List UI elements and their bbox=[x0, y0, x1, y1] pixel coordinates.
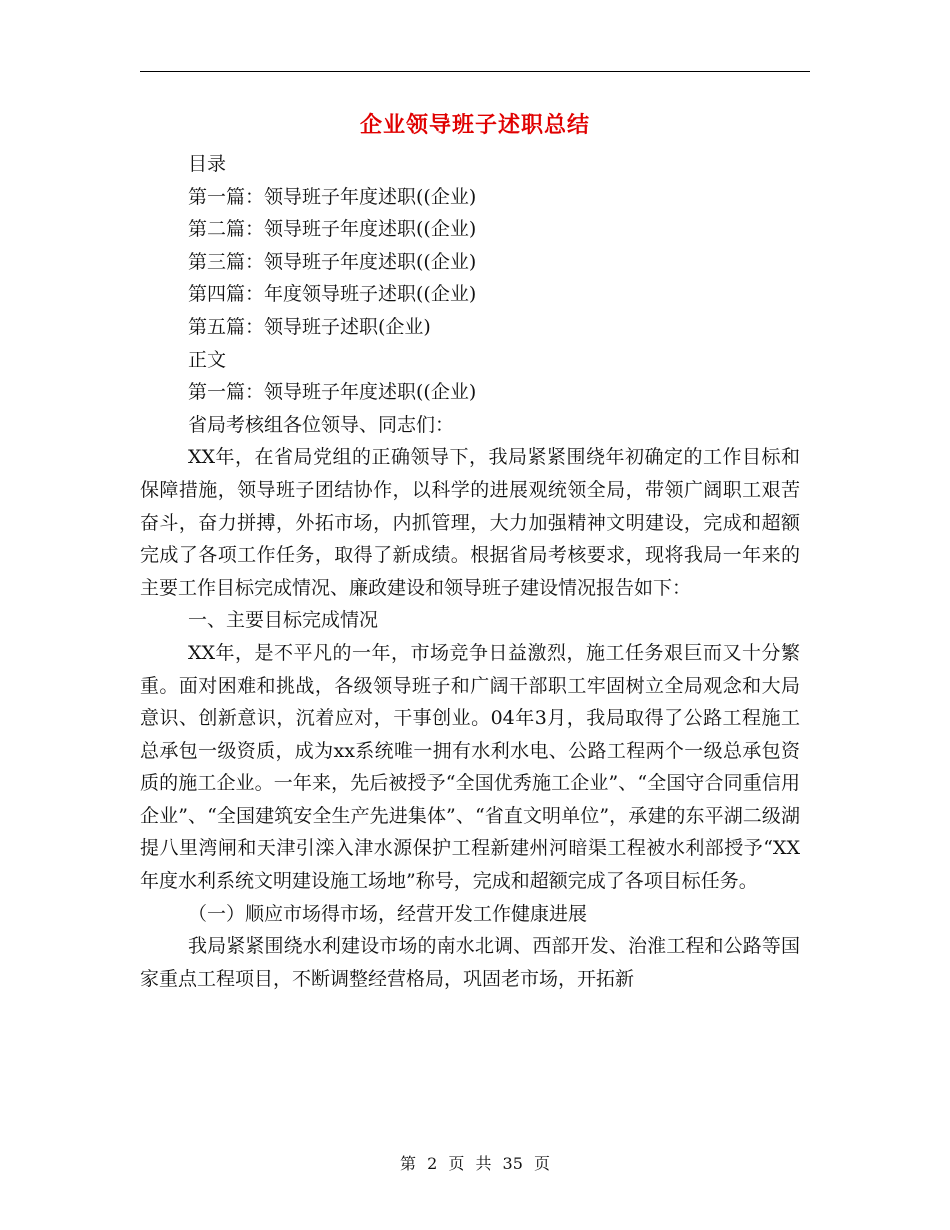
page-number: 第 2 页 共 35 页 bbox=[400, 1154, 550, 1173]
document-title: 企业领导班子述职总结 bbox=[359, 112, 590, 138]
toc-item: 第一篇：领导班子年度述职((企业) bbox=[188, 185, 477, 208]
toc-heading: 目录 bbox=[188, 153, 227, 175]
paragraph: XX年，在省局党组的正确领导下，我局紧紧围绕年初确定的工作目标和保障措施，领导班子团结协作，以科学的进展观统领全局，带领广阔职工艰苦奋斗，奋力拼搏，外拓市场，内抓管理，大力加强精神文明建设，完成和超额完成了各项工作任务，取得了新成绩。根据省局考核要求，现将我局一年来的主要工作目标完成情况、廉政建设和领导班子建设情况报告如下： bbox=[140, 446, 800, 599]
greeting: 省局考核组各位领导、同志们： bbox=[188, 413, 455, 436]
header-rule bbox=[140, 71, 810, 72]
document-body bbox=[140, 148, 800, 995]
toc-item: 第四篇：年度领导班子述职((企业) bbox=[188, 283, 477, 306]
toc-item: 第二篇：领导班子年度述职((企业) bbox=[188, 218, 477, 241]
subsection-heading: （一）顺应市场得市场，经营开发工作健康进展 bbox=[188, 902, 588, 925]
toc-item: 第五篇：领导班子述职(企业) bbox=[188, 315, 431, 338]
paragraph: XX年，是不平凡的一年，市场竞争日益激烈，施工任务艰巨而又十分繁重。面对困难和挑战，各级领导班子和广阔干部职工牢固树立全局观念和大局意识、创新意识，沉着应对，干事创业。04年3月，我局取得了公路工程施工总承包一级资质，成为xx系统唯一拥有水利水电、公路工程两个一级总承包资质的施工企业。一年来，先后被授予“全国优秀施工企业”、“全国守合同重信用企业”、“全国建筑安全生产先进集体”、“省直文明单位”，承建的东平湖二级湖提八里湾闸和天津引滦入津水源保护工程新建州河暗渠工程被水利部授予“XX年度水利系统文明建设施工场地”称号，完成和超额完成了各项目标任务。 bbox=[140, 641, 800, 893]
article-title: 第一篇：领导班子年度述职((企业) bbox=[188, 381, 477, 404]
paragraph: 我局紧紧围绕水利建设市场的南水北调、西部开发、治淮工程和公路等国家重点工程项目，不断调整经营格局，巩固老市场，开拓新 bbox=[140, 935, 800, 990]
section-heading: 一、主要目标完成情况 bbox=[188, 609, 379, 632]
body-heading: 正文 bbox=[188, 348, 227, 371]
toc-item: 第三篇：领导班子年度述职((企业) bbox=[188, 250, 477, 273]
